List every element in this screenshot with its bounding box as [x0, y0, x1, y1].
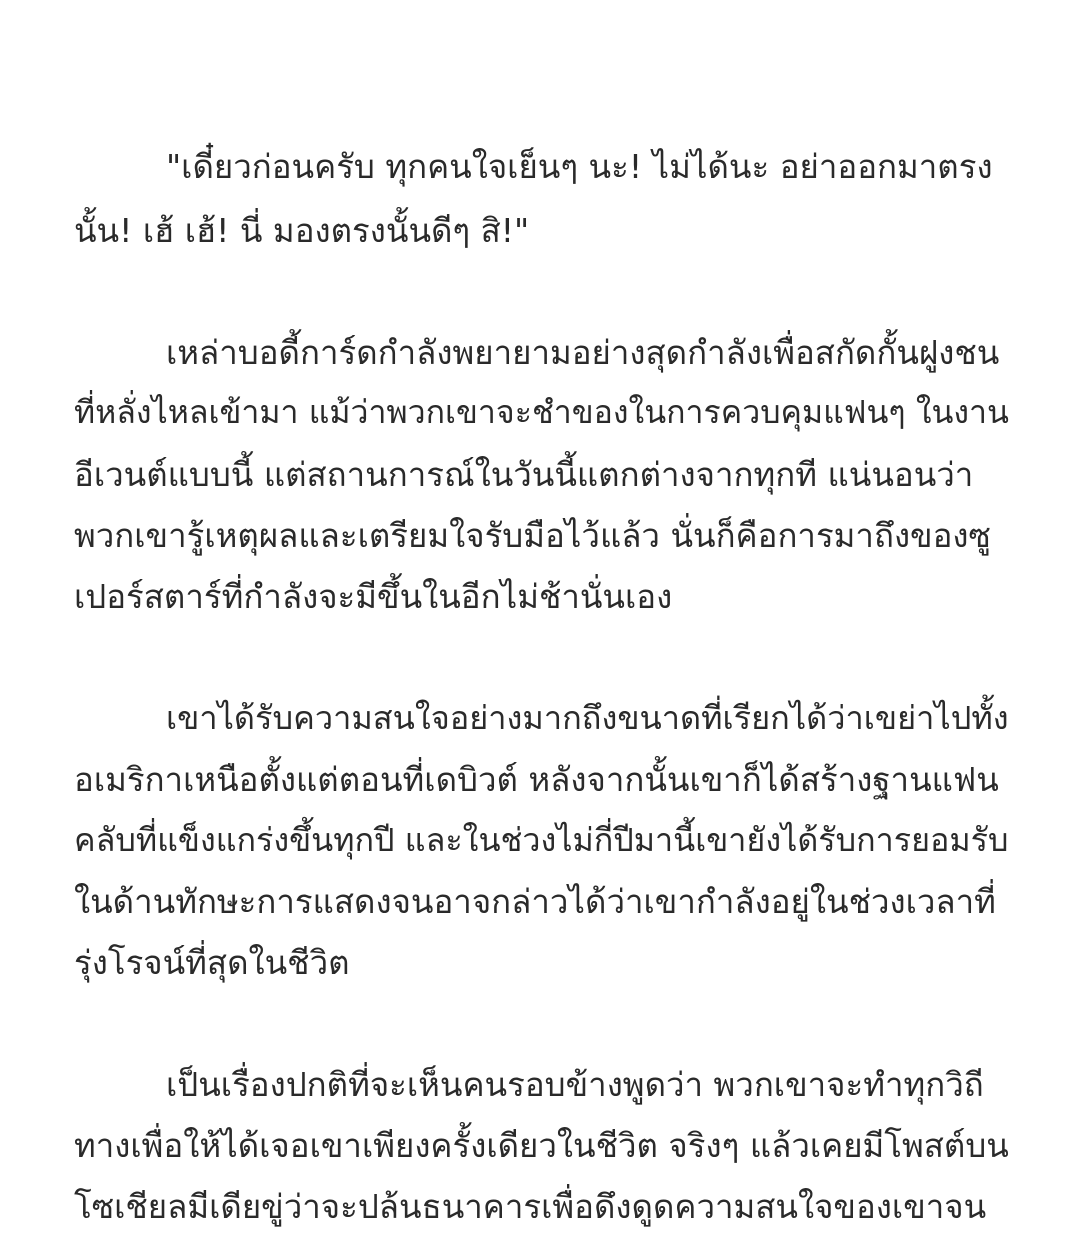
text-line: อีเวนต์แบบนี้ แต่สถานการณ์ในวันนี้แตกต่างจากทุกที แน่นอนว่า [74, 455, 974, 494]
text-line: คลับที่แข็งแกร่งขึ้นทุกปี และในช่วงไม่กี่ปีมานี้เขายังได้รับการยอมรับ [74, 821, 1009, 859]
text-line: รุ่งโรจน์ที่สุดในชีวิต [74, 943, 350, 982]
text-line: เหล่าบอดี้การ์ดกำลังพยายามอย่างสุดกำลังเพื่อสกัดกั้นฝูงชน [166, 333, 1000, 372]
text-line: ในด้านทักษะการแสดงจนอาจกล่าวได้ว่าเขากำลังอยู่ในช่วงเวลาที่ [74, 882, 996, 921]
text-line: เขาได้รับความสนใจอย่างมากถึงขนาดที่เรียกได้ว่าเขย่าไปทั้ง [166, 699, 1009, 737]
text-line: นั้น! เฮ้ เฮ้! นี่ มองตรงนั้นดีๆ สิ!" [74, 211, 530, 250]
text-line: อเมริกาเหนือตั้งแต่ตอนที่เดบิวต์ หลังจากนั้นเขาก็ได้สร้างฐานแฟน [74, 760, 999, 799]
text-line: ทางเพื่อให้ได้เจอเขาเพียงครั้งเดียวในชีวิต จริงๆ แล้วเคยมีโพสต์บน [74, 1126, 1009, 1165]
text-line: ที่หลั่งไหลเข้ามา แม้ว่าพวกเขาจะชำของในการควบคุมแฟนๆ ในงาน [74, 393, 1009, 431]
text-line: "เดี๋ยวก่อนครับ ทุกคนใจเย็นๆ นะ! ไม่ได้นะ อย่าออกมาตรง [166, 147, 993, 186]
text-line: เปอร์สตาร์ที่กำลังจะมีขึ้นในอีกไม่ช้านั่นเอง [74, 577, 673, 616]
text-line: พวกเขารู้เหตุผลและเตรียมใจรับมือไว้แล้ว นั่นก็คือการมาถึงของซู [74, 516, 991, 555]
text-line: โซเชียลมีเดียขู่ว่าจะปล้นธนาคารเพื่อดึงดูดความสนใจของเขาจน [74, 1187, 987, 1226]
text-line: เป็นเรื่องปกติที่จะเห็นคนรอบข้างพูดว่า พวกเขาจะทำทุกวิถี [166, 1065, 984, 1104]
